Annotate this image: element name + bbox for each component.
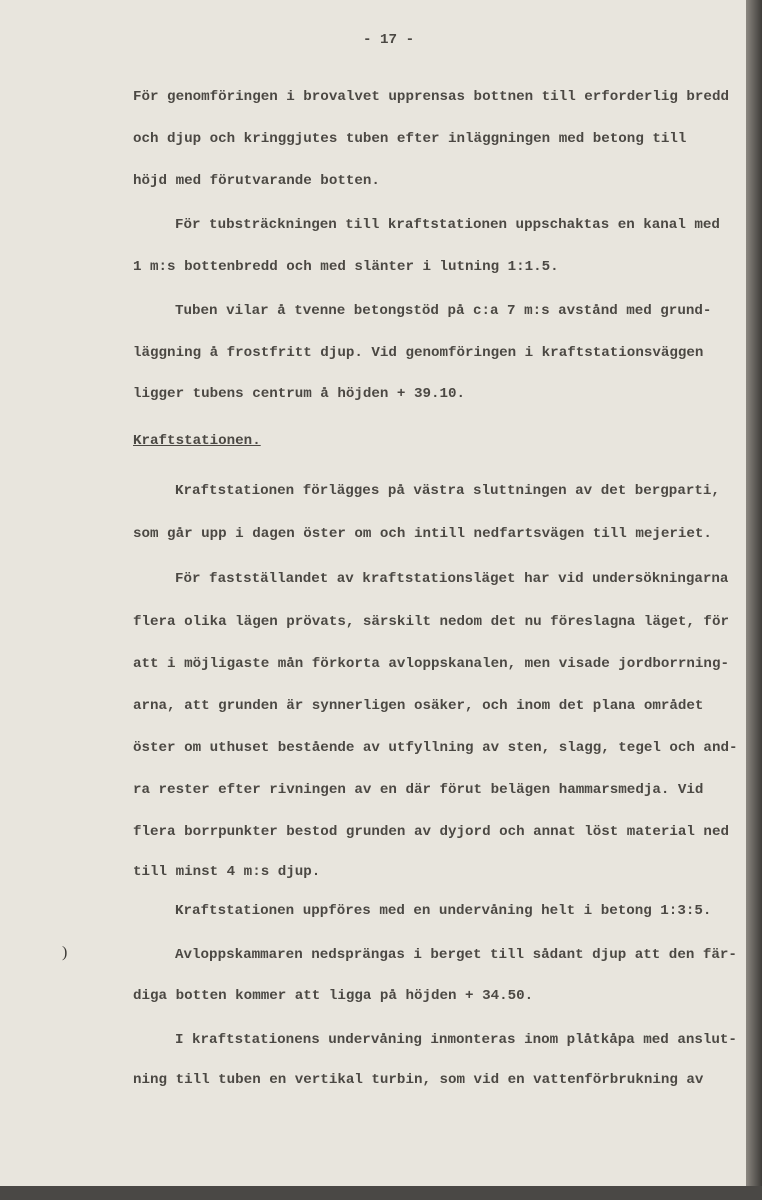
scan-edge — [746, 0, 762, 1200]
text-line: till minst 4 m:s djup. — [133, 864, 321, 880]
page-number: - 17 - — [363, 32, 415, 48]
scan-bottom-edge — [0, 1186, 762, 1200]
text-line: 1 m:s bottenbredd och med slänter i lutning 1:1.5. — [133, 259, 559, 275]
text-line: ligger tubens centrum å höjden + 39.10. — [133, 386, 466, 402]
text-line: diga botten kommer att ligga på höjden + 34.50. — [133, 988, 534, 1004]
text-line: höjd med förutvarande botten. — [133, 173, 380, 189]
margin-mark: ) — [62, 944, 68, 961]
text-line: och djup och kringgjutes tuben efter inläggningen med betong till — [133, 131, 687, 147]
text-line: läggning å frostfritt djup. Vid genomföringen i kraftstationsväggen — [133, 345, 704, 361]
text-line: I kraftstationens undervåning inmonteras inom plåtkåpa med anslut- — [175, 1032, 737, 1048]
text-line: öster om uthuset bestående av utfyllning av sten, slagg, tegel och and- — [133, 740, 738, 756]
section-heading: Kraftstationen. — [133, 433, 261, 449]
text-line: flera borrpunkter bestod grunden av dyjord och annat löst material ned — [133, 824, 729, 840]
text-line: ra rester efter rivningen av en där förut belägen hammarsmedja. Vid — [133, 782, 704, 798]
text-line: som går upp i dagen öster om och intill nedfartsvägen till mejeriet. — [133, 526, 712, 542]
text-line: Tuben vilar å tvenne betongstöd på c:a 7 m:s avstånd med grund- — [175, 303, 712, 319]
text-line: Kraftstationen förlägges på västra sluttningen av det bergparti, — [175, 483, 720, 499]
text-line: att i möjligaste mån förkorta avloppskanalen, men visade jordborrning- — [133, 656, 729, 672]
text-line: ning till tuben en vertikal turbin, som vid en vattenförbrukning av — [133, 1072, 704, 1088]
text-line: arna, att grunden är synnerligen osäker, och inom det plana området — [133, 698, 704, 714]
text-line: Kraftstationen uppföres med en undervåning helt i betong 1:3:5. — [175, 903, 712, 919]
text-line: För fastställandet av kraftstationsläget har vid undersökningarna — [175, 571, 729, 587]
text-line: Avloppskammaren nedsprängas i berget till sådant djup att den fär- — [175, 947, 737, 963]
text-line: flera olika lägen prövats, särskilt nedom det nu föreslagna läget, för — [133, 614, 729, 630]
text-line: För genomföringen i brovalvet upprensas bottnen till erforderlig bredd — [133, 89, 729, 105]
text-line: För tubsträckningen till kraftstationen uppschaktas en kanal med — [175, 217, 720, 233]
